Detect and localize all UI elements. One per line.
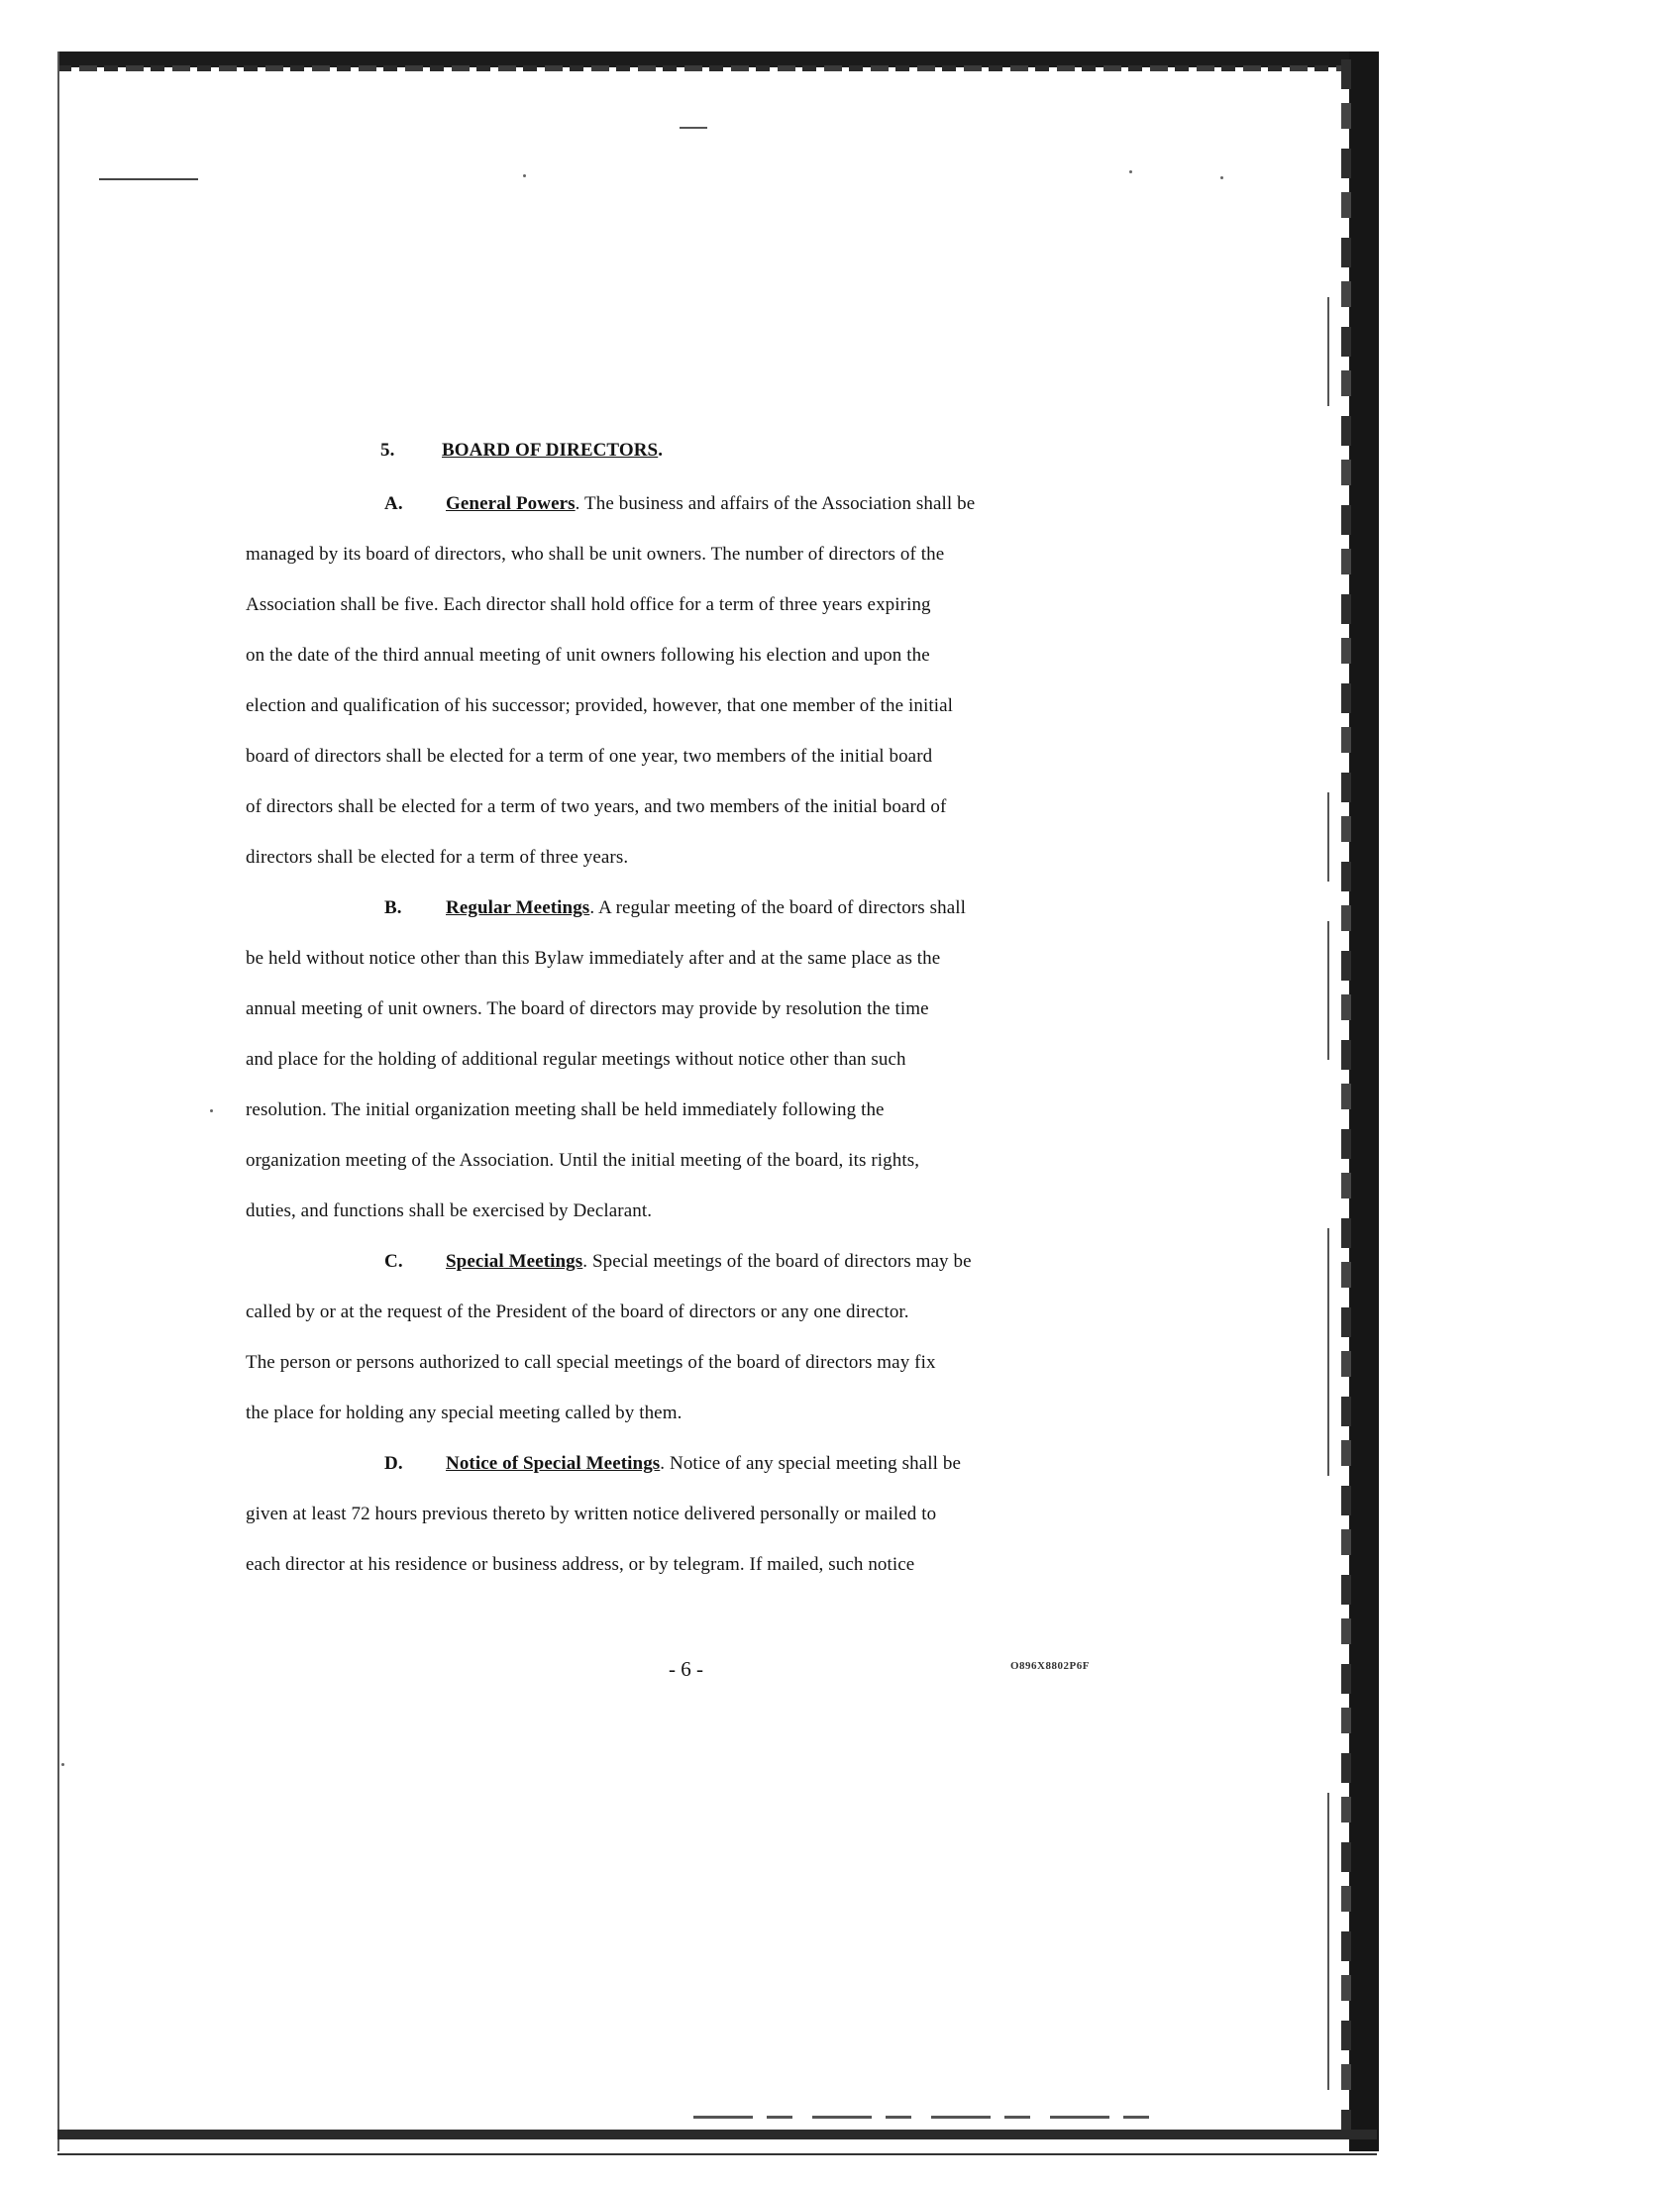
paragraph-line: duties, and functions shall be exercised by Declarant.: [246, 1200, 653, 1221]
paragraph-line: given at least 72 hours previous thereto by written notice delivered personally or mailed to: [246, 1504, 937, 1524]
paragraph-line: managed by its board of directors, who shall be unit owners. The number of directors of the: [246, 544, 945, 565]
paragraph-line: the place for holding any special meeting called by them.: [246, 1403, 682, 1423]
subsection-b-first-line: [384, 897, 966, 919]
subsection-label: B.: [384, 897, 402, 918]
subsection-label: D.: [384, 1453, 403, 1474]
paragraph-line: of directors shall be elected for a term of two years, and two members of the initial board of: [246, 796, 947, 817]
paragraph-line: on the date of the third annual meeting of unit owners following his election and upon the: [246, 645, 930, 666]
section-number: 5.: [380, 440, 395, 461]
subsection-heading: Notice of Special Meetings: [446, 1453, 661, 1474]
subsection-d-first-line: [384, 1453, 961, 1475]
paragraph-line: board of directors shall be elected for a term of one year, two members of the initial board: [246, 746, 933, 767]
subsection-heading: Regular Meetings: [446, 897, 590, 918]
paragraph-line: directors shall be elected for a term of three years.: [246, 847, 629, 868]
paragraph-line: election and qualification of his successor; provided, however, that one member of the initial: [246, 695, 954, 716]
paragraph-line: organization meeting of the Association. Until the initial meeting of the board, its rights,: [246, 1150, 920, 1171]
paragraph-line: . Special meetings of the board of directors may be: [582, 1251, 972, 1272]
subsection-label: C.: [384, 1251, 403, 1272]
subsection-c-first-line: [384, 1251, 972, 1273]
section-title: BOARD OF DIRECTORS: [442, 440, 659, 461]
paragraph-line: Association shall be five. Each director shall hold office for a term of three years expiring: [246, 594, 931, 615]
paragraph-line: The person or persons authorized to call special meetings of the board of directors may fix: [246, 1352, 936, 1373]
paragraph-line: and place for the holding of additional regular meetings without notice other than such: [246, 1049, 906, 1070]
paragraph-line: . Notice of any special meeting shall be: [660, 1453, 961, 1474]
paragraph-line: each director at his residence or business address, or by telegram. If mailed, such notice: [246, 1554, 915, 1575]
document-code: O896X8802P6F: [1010, 1660, 1090, 1672]
subsection-a-first-line: [384, 493, 975, 515]
paragraph-line: . The business and affairs of the Association shall be: [575, 493, 976, 514]
subsection-heading: Special Meetings: [446, 1251, 583, 1272]
paragraph-line: called by or at the request of the President of the board of directors or any one director.: [246, 1302, 909, 1322]
paragraph-line: . A regular meeting of the board of directors shall: [589, 897, 967, 918]
subsection-label: A.: [384, 493, 403, 514]
section-heading: 5. BOARD OF DIRECTORS.: [380, 440, 664, 461]
paragraph-line: annual meeting of unit owners. The board of directors may provide by resolution the time: [246, 998, 929, 1019]
paragraph-line: resolution. The initial organization meeting shall be held immediately following the: [246, 1099, 885, 1120]
subsection-heading: General Powers: [446, 493, 576, 514]
paragraph-line: be held without notice other than this Bylaw immediately after and at the same place as the: [246, 948, 941, 969]
page-number: - 6 -: [669, 1657, 703, 1681]
